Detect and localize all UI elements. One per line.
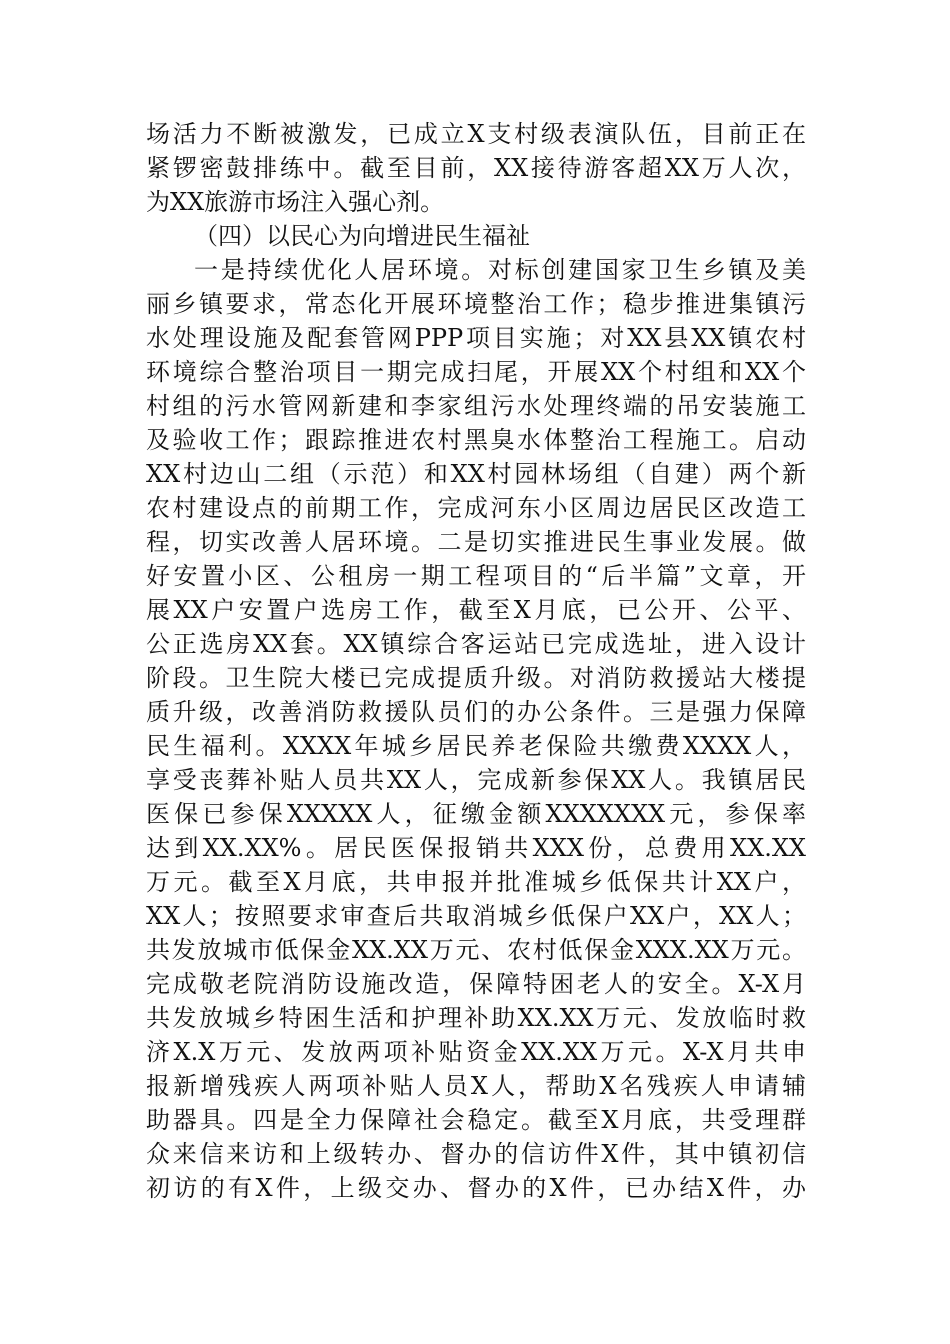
paragraph-line: XX村边山二组（示范）和XX村园林场组（自建）两个新: [146, 460, 806, 488]
section-heading: （四）以民心为向增进民生福祉: [194, 222, 530, 250]
paragraph-line: 村组的污水管网新建和李家组污水处理终端的吊安装施工: [146, 392, 806, 420]
paragraph-line: 共发放城市低保金XX.XX万元、农村低保金XXX.XX万元。: [146, 936, 806, 964]
paragraph-line: 展XX户安置户选房工作，截至X月底，已公开、公平、: [146, 596, 806, 624]
paragraph-line: 质升级，改善消防救援队员们的办公条件。三是强力保障: [146, 698, 806, 726]
paragraph-line: 报新增残疾人两项补贴人员X人，帮助X名残疾人申请辅: [146, 1072, 806, 1100]
paragraph-line: 济X.X万元、发放两项补贴资金XX.XX万元。X-X月共申: [146, 1038, 806, 1066]
paragraph-line: 众来信来访和上级转办、督办的信访件X件，其中镇初信: [146, 1140, 806, 1168]
paragraph-line: 万元。截至X月底，共申报并批准城乡低保共计XX户，: [146, 868, 806, 896]
paragraph-line: 农村建设点的前期工作，完成河东小区周边居民区改造工: [146, 494, 806, 522]
paragraph-line: 达到XX.XX%。居民医保报销共XXX份，总费用XX.XX: [146, 834, 806, 862]
paragraph-line: 完成敬老院消防设施改造，保障特困老人的安全。X-X月: [146, 970, 806, 998]
paragraph-line: 丽乡镇要求，常态化开展环境整治工作；稳步推进集镇污: [146, 290, 806, 318]
paragraph-line: 享受丧葬补贴人员共XX人，完成新参保XX人。我镇居民: [146, 766, 806, 794]
paragraph-line: 环境综合整治项目一期完成扫尾，开展XX个村组和XX个: [146, 358, 806, 386]
paragraph-line: 公正选房XX套。XX镇综合客运站已完成选址，进入设计: [146, 630, 806, 658]
paragraph-line: 一是持续优化人居环境。对标创建国家卫生乡镇及美: [194, 256, 806, 284]
paragraph-line: 为XX旅游市场注入强心剂。: [146, 188, 445, 216]
paragraph-line: 水处理设施及配套管网PPP项目实施；对XX县XX镇农村: [146, 324, 806, 352]
paragraph-line: 共发放城乡特困生活和护理补助XX.XX万元、发放临时救: [146, 1004, 806, 1032]
paragraph-line: 程，切实改善人居环境。二是切实推进民生事业发展。做: [146, 528, 806, 556]
paragraph-line: 医保已参保XXXXX人，征缴金额XXXXXXX元，参保率: [146, 800, 806, 828]
paragraph-line: 好安置小区、公租房一期工程项目的“后半篇”文章，开: [146, 562, 806, 590]
paragraph-line: 紧锣密鼓排练中。截至目前，XX接待游客超XX万人次，: [146, 154, 806, 182]
paragraph-line: 及验收工作；跟踪推进农村黑臭水体整治工程施工。启动: [146, 426, 806, 454]
paragraph-line: 助器具。四是全力保障社会稳定。截至X月底，共受理群: [146, 1106, 806, 1134]
paragraph-line: 初访的有X件，上级交办、督办的X件，已办结X件，办: [146, 1174, 806, 1202]
paragraph-line: 场活力不断被激发，已成立X支村级表演队伍，目前正在: [146, 120, 806, 148]
paragraph-line: 阶段。卫生院大楼已完成提质升级。对消防救援站大楼提: [146, 664, 806, 692]
paragraph-line: XX人；按照要求审查后共取消城乡低保户XX户，XX人；: [146, 902, 806, 930]
paragraph-line: 民生福利。XXXX年城乡居民养老保险共缴费XXXX人，: [146, 732, 806, 760]
